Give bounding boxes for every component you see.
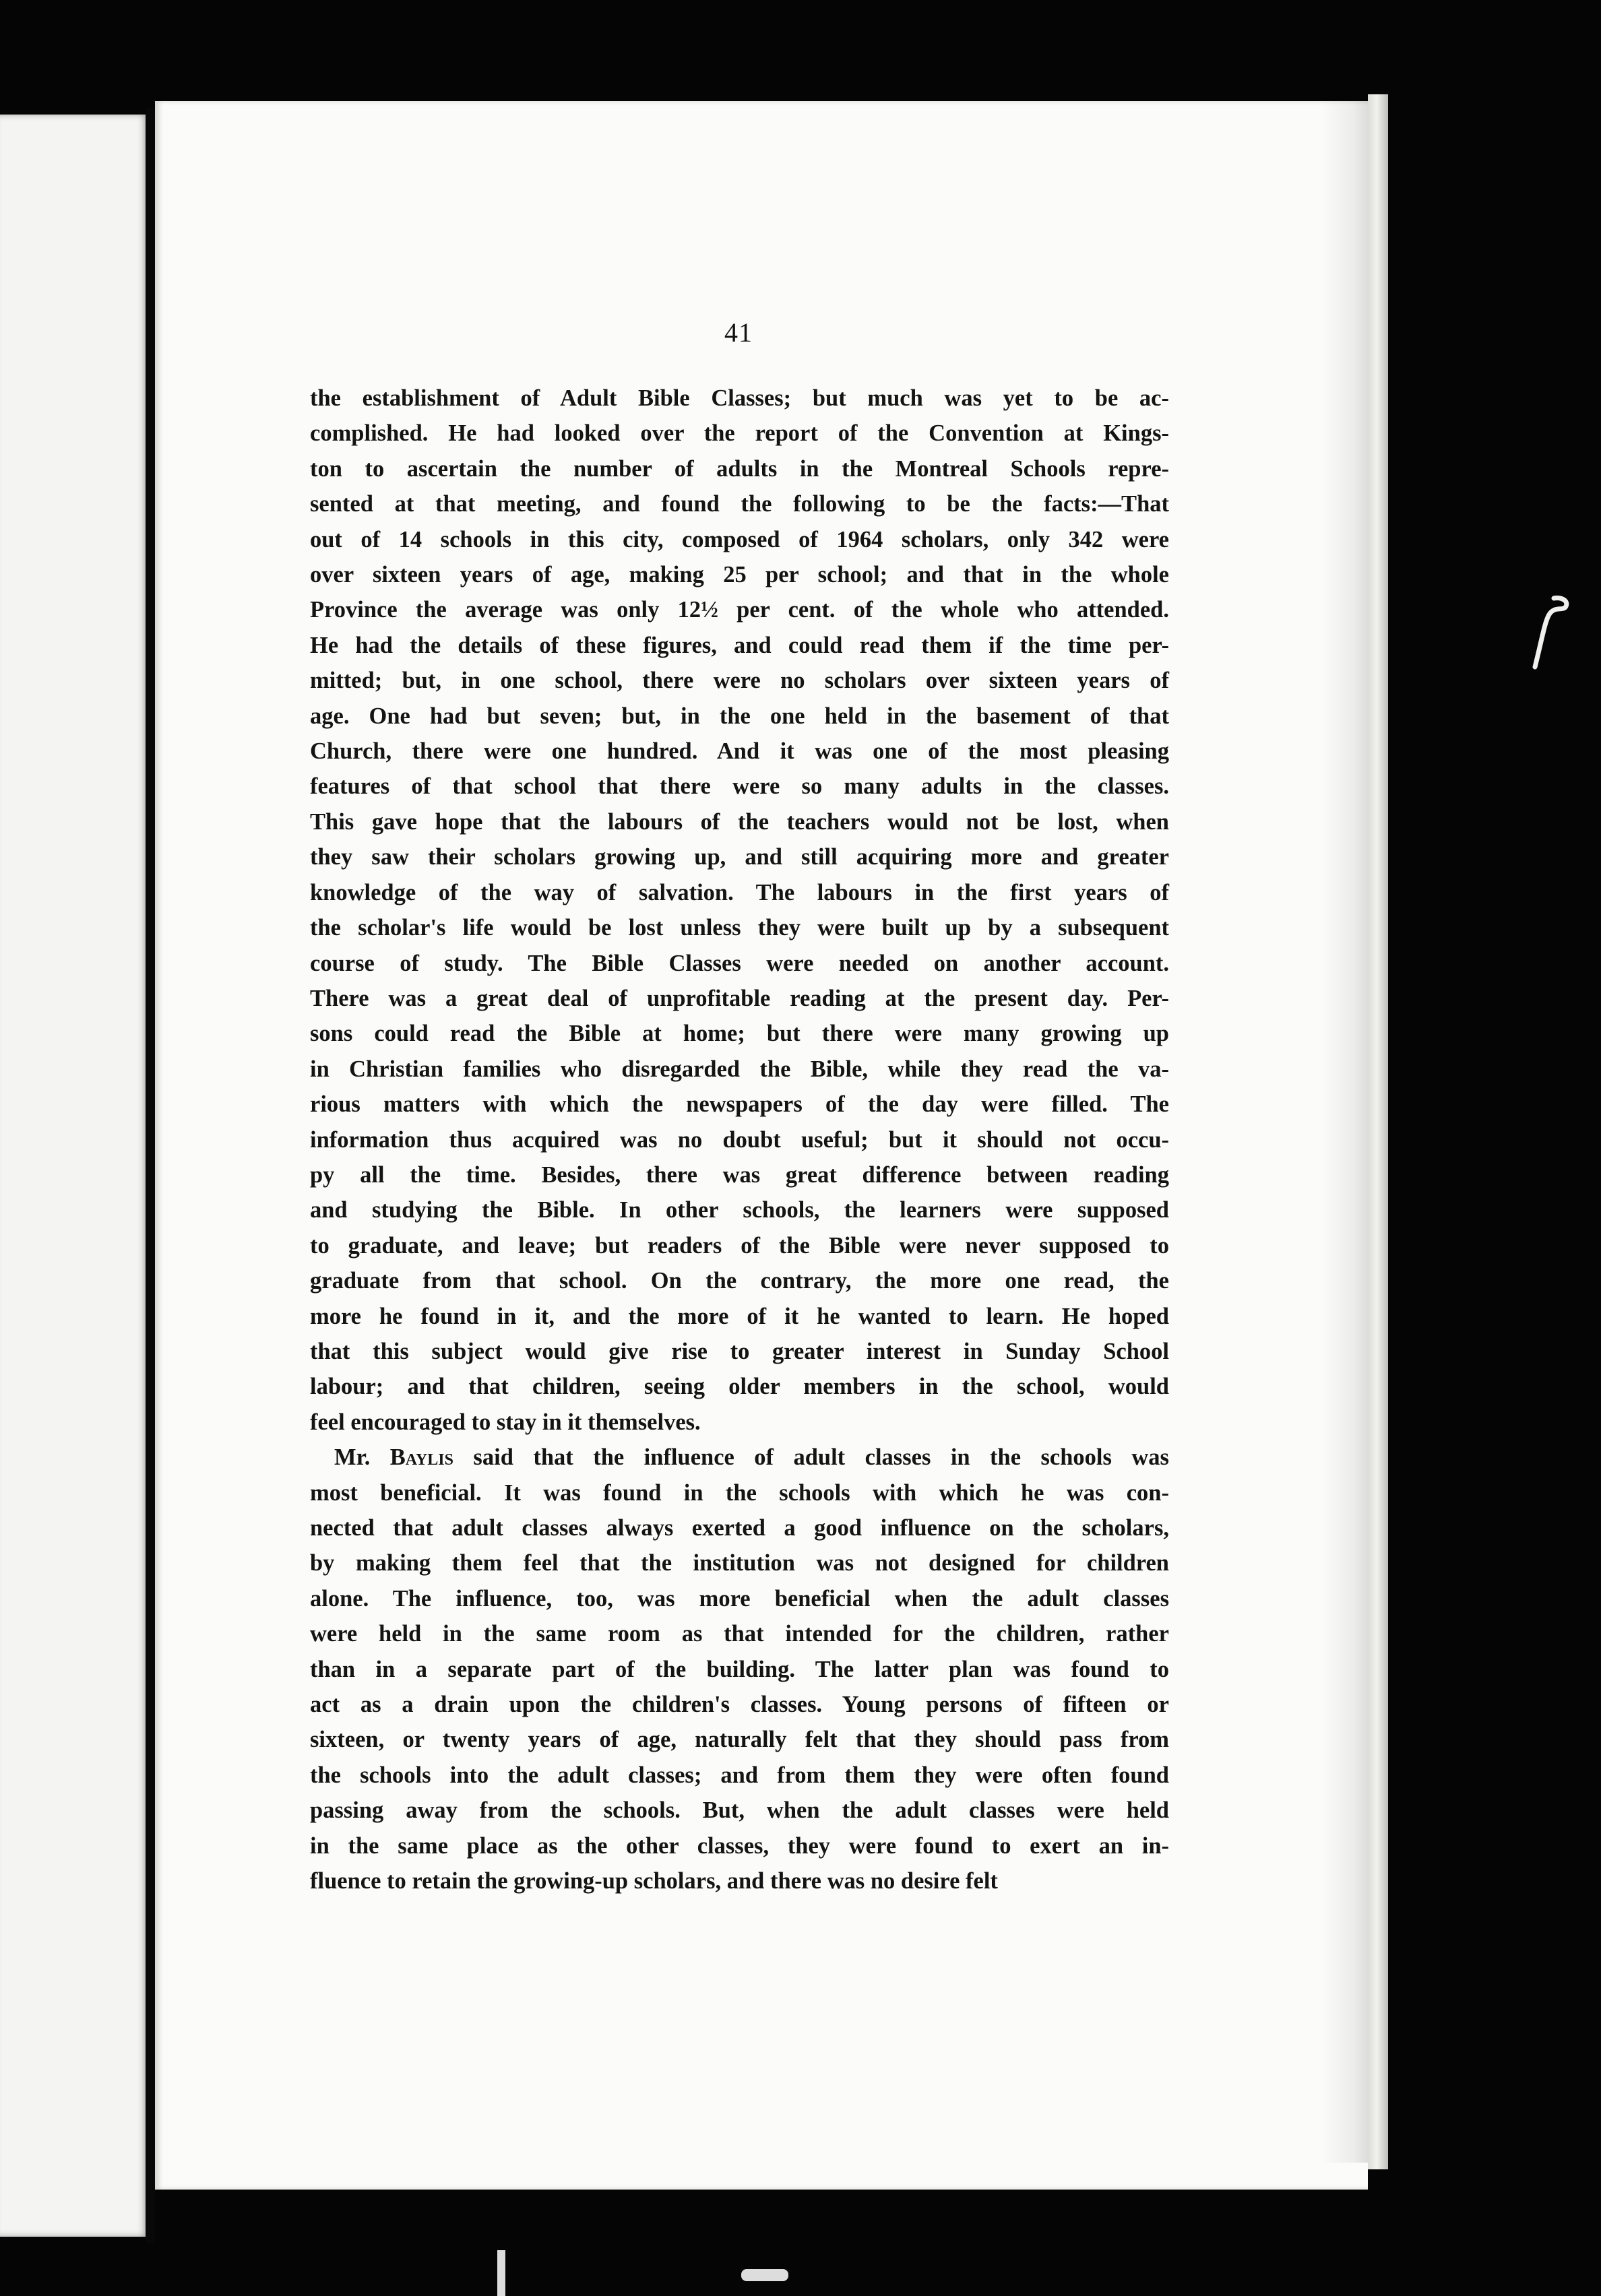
text-line: This gave hope that the labours of the teachers would not be lost, when (310, 808, 1169, 835)
margin-mark-icon (1515, 593, 1575, 674)
text-line: in Christian families who disregarded the Bible, while they read the va- (310, 1056, 1169, 1082)
text-line: feel encouraged to stay in it themselves. (310, 1409, 701, 1435)
text-line: in the same place as the other classes, they were found to exert an in- (310, 1832, 1169, 1859)
book-spine (146, 108, 155, 2243)
text-line: ton to ascertain the number of adults in the Montreal Schools repre- (310, 455, 1169, 482)
text-line: act as a drain upon the children's classes. Young persons of fifteen or (310, 1692, 1169, 1718)
text-line: were held in the same room as that intended for the children, rather (310, 1621, 1169, 1647)
text-line: mitted; but, in one school, there were no scholars over sixteen years of (310, 668, 1169, 694)
text-line: they saw their scholars growing up, and still acquiring more and greater (310, 844, 1169, 870)
text-line: out of 14 schools in this city, composed of 1964 scholars, only 342 were (310, 526, 1169, 552)
text-line: over sixteen years of age, making 25 per school; and that in the whole (310, 562, 1169, 588)
left-page-edge (0, 115, 150, 2237)
text-line: nected that adult classes always exerted a good influence on the scholars, (310, 1515, 1169, 1541)
text-line: Church, there were one hundred. And it was one of the most pleasing (310, 738, 1169, 765)
body-text (310, 381, 1169, 1899)
text-line: the establishment of Adult Bible Classes; but much was yet to be ac- (310, 385, 1169, 411)
text-line: age. One had but seven; but, in the one held in the basement of that (310, 703, 1169, 729)
paragraph-2 (310, 1440, 1169, 1899)
text-line: more he found in it, and the more of it he wanted to learn. He hoped (310, 1303, 1169, 1329)
page-fore-edge (1368, 94, 1388, 2169)
text-line: Province the average was only 12½ per cent. of the whole who attended. (310, 597, 1169, 623)
scan-artifact (497, 2250, 505, 2296)
text-line: sons could read the Bible at home; but there were many growing up (310, 1021, 1169, 1047)
text-line: most beneficial. It was found in the schools with which he was con- (310, 1479, 1169, 1506)
text-line: fluence to retain the growing-up scholars, and there was no desire felt (310, 1868, 998, 1894)
text-line: He had the details of these figures, and could read them if the time per- (310, 632, 1169, 658)
text-line: graduate from that school. On the contrary, the more one read, the (310, 1268, 1169, 1294)
text-line: the scholar's life would be lost unless they were built up by a subsequent (310, 915, 1169, 941)
text-line (310, 1440, 1169, 1475)
speaker-line-rest: said that the influence of adult classes in the schools was (453, 1444, 1169, 1471)
text-line: knowledge of the way of salvation. The labours in the first years of (310, 879, 1169, 905)
page-number: 41 (724, 317, 753, 348)
text-line: features of that school that there were so many adults in the classes. (310, 773, 1169, 800)
text-line: sixteen, or twenty years of age, naturally felt that they should pass from (310, 1727, 1169, 1753)
text-line: to graduate, and leave; but readers of the Bible were never supposed to (310, 1232, 1169, 1258)
text-line: by making them feel that the institution was not designed for children (310, 1550, 1169, 1576)
text-line: and studying the Bible. In other schools, the learners were supposed (310, 1197, 1169, 1223)
text-line: information thus acquired was no doubt useful; but it should not occu- (310, 1126, 1169, 1153)
text-line: course of study. The Bible Classes were needed on another account. (310, 950, 1169, 976)
text-line: complished. He had looked over the report of the Convention at Kings- (310, 420, 1169, 447)
text-line: alone. The influence, too, was more beneficial when the adult classes (310, 1585, 1169, 1612)
speaker-prefix: Mr. (334, 1444, 390, 1471)
text-line: the schools into the adult classes; and from them they were often found (310, 1762, 1169, 1788)
paragraph-1 (310, 381, 1169, 1440)
speaker-name: Baylis (389, 1444, 453, 1471)
text-line: sented at that meeting, and found the following to be the facts:—That (310, 491, 1169, 517)
text-line: labour; and that children, seeing older members in the school, would (310, 1374, 1169, 1400)
text-line: rious matters with which the newspapers of the day were filled. The (310, 1091, 1169, 1118)
text-line: that this subject would give rise to greater interest in Sunday School (310, 1338, 1169, 1364)
text-line: passing away from the schools. But, when the adult classes were held (310, 1797, 1169, 1824)
scan-artifact (741, 2269, 788, 2281)
text-line: than in a separate part of the building. The latter plan was found to (310, 1656, 1169, 1682)
text-line: There was a great deal of unprofitable reading at the present day. Per- (310, 985, 1169, 1011)
text-line: py all the time. Besides, there was great difference between reading (310, 1161, 1169, 1188)
